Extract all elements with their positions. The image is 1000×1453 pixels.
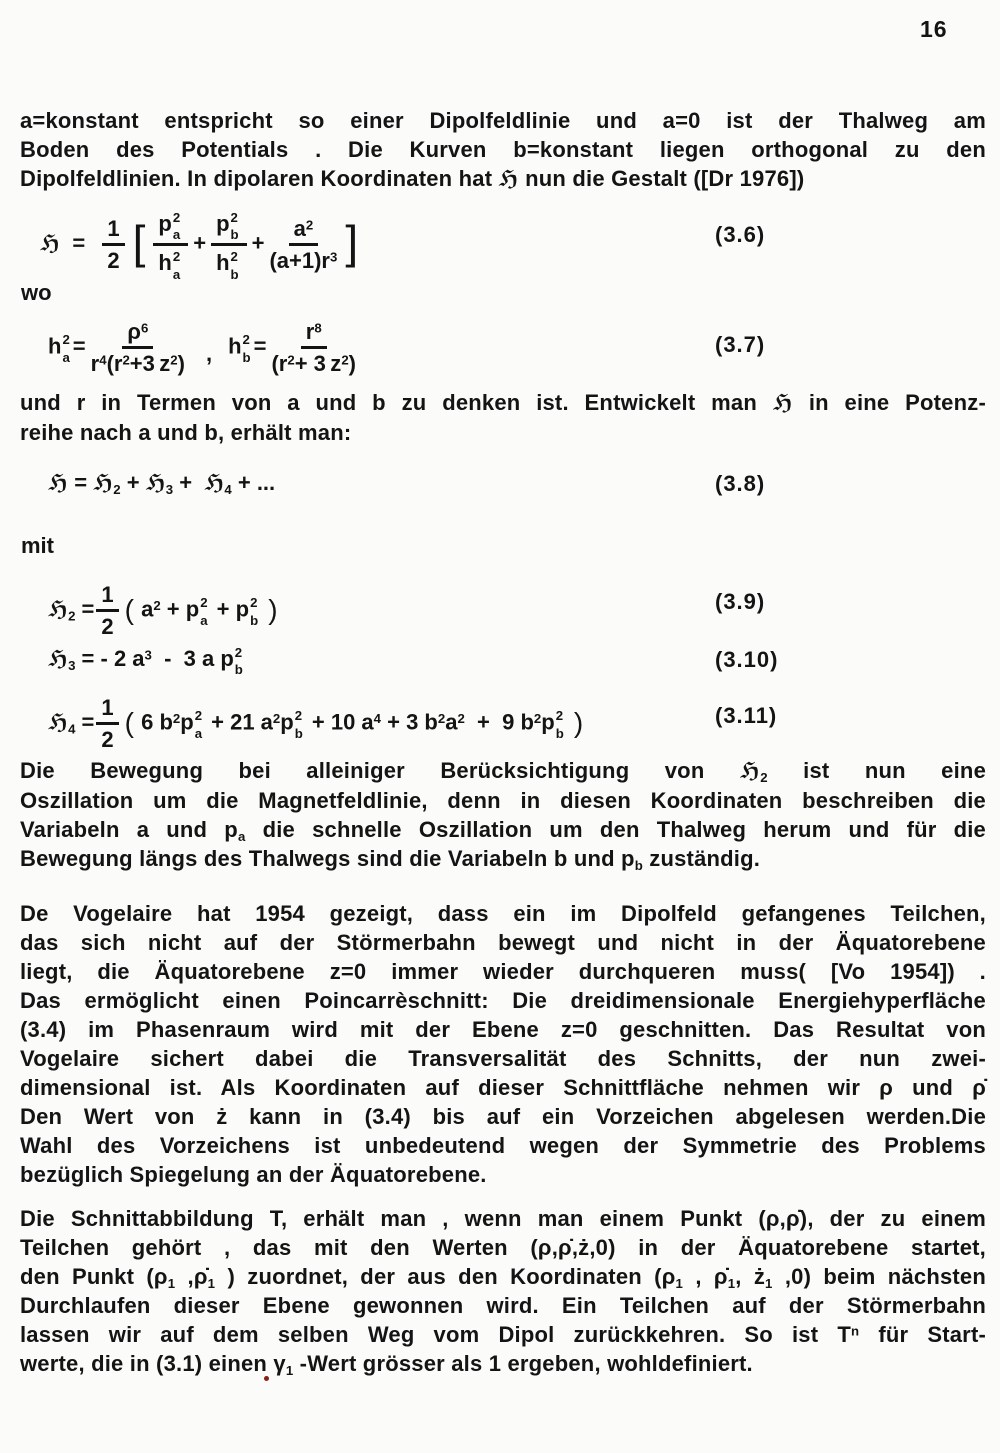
- equation-3.11-body: ℌ$_4$ = $\frac{1}{2}$ ( 6 $b^2p$ 2 a + 21 $a^2p$ 2 b + 10 $a^4 + 3$ $b^2a^2 + 9$ $b^2p$ 2 b ): [48, 695, 584, 753]
- text-line: Bewegung längs des Thalwegs sind die Variabeln b und $p_b$ zuständig.: [20, 846, 761, 873]
- text-line: das sich nicht auf der Störmerbahn bewegt und nicht in der Äquatorebene: [20, 930, 986, 955]
- text-line: Oszillation um die Magnetfeldlinie, denn in diesen Koordinaten beschreiben die: [20, 788, 986, 813]
- text-line: Das ermöglicht einen Poincarrèschnitt: Die dreidimensionale Energiehyperfläche: [20, 988, 986, 1013]
- equation-3.9: [20, 583, 982, 638]
- text-line: lassen wir auf dem selben Weg vom Dipol zurückkehren. So ist $T^n$ für Start-: [20, 1322, 986, 1347]
- text-line: Die Bewegung bei alleiniger Berücksichtigung von ℌ$_2$ ist nun eine: [20, 758, 987, 785]
- text-line: De Vogelaire hat 1954 gezeigt, dass ein im Dipolfeld gefangenes Teilchen,: [20, 901, 986, 926]
- equation-3.9-body: ℌ$_2$ = $\frac{1}{2}$ ( $a^2 + p$ 2 a + p 2 b ): [48, 582, 278, 640]
- text-line: Teilchen gehört , das mit den Werten (ρ,ρ̇,ż,0) in der Äquatorebene startet,: [20, 1235, 986, 1260]
- equation-3.11-number: (3.11): [715, 703, 778, 728]
- text-line: und r in Termen von a und b zu denken ist. Entwickelt man ℌ in eine Potenz-: [20, 390, 986, 416]
- text-line: bezüglich Spiegelung an der Äquatorebene.: [20, 1162, 487, 1187]
- paragraph-oscillation-h2: [20, 756, 986, 873]
- text-line: werte, die in (3.1) einen $\gamma_1$ -Wert grösser als 1 ergeben, wohldefiniert.: [20, 1351, 753, 1378]
- paragraph-intro-dipole-coordinates: [20, 106, 986, 194]
- equation-3.7-number: (3.7): [715, 332, 766, 357]
- equation-3.6-body: ℌ = $\frac{1}{2}$ [ p 2 a h 2 a + p 2 b h 2 b + $\frac{a^2}{(a+1)r^3}$ ]: [40, 210, 359, 282]
- text-line: liegt, die Äquatorebene z=0 immer wieder durchqueren muss( [Vo 1954]) .: [20, 959, 986, 984]
- text-line: Die Schnittabbildung T, erhält man , wenn man einem Punkt (ρ,ρ̇), der zu einem: [20, 1206, 986, 1231]
- equation-3.6: [20, 210, 982, 280]
- scan-artifact-dot: [264, 1376, 269, 1381]
- equation-3.10: [20, 645, 982, 678]
- text-line: a=konstant entspricht so einer Dipolfeldlinie und a=0 ist der Thalweg am: [20, 108, 986, 133]
- text-line: Variabeln a und $p_a$ die schnelle Oszillation um den Thalweg herum und für die: [20, 817, 986, 844]
- text-line: Boden des Potentials . Die Kurven b=konstant liegen orthogonal zu den: [20, 137, 986, 162]
- paragraph-power-series: [20, 388, 986, 447]
- text-line: den Punkt ($\rho_1$ $,\rhȯ_1$ ) zuordnet, der aus den Koordinaten ($\rho_1$ , $\rhȯ_1$, $ż_1$ ,0) beim nächsten: [20, 1264, 986, 1291]
- text-line: Dipolfeldlinien. In dipolaren Koordinaten hat ℌ nun die Gestalt ([Dr 1976]): [20, 166, 805, 192]
- paragraph-vogelaire-poincare-section: [20, 899, 986, 1189]
- connector-mit: mit: [21, 533, 54, 558]
- text-line: reihe nach a und b, erhält man:: [20, 420, 352, 445]
- equation-3.6-number: (3.6): [715, 222, 766, 247]
- equation-3.11: [20, 696, 982, 751]
- equation-3.8-number: (3.8): [715, 471, 766, 496]
- equation-3.9-number: (3.9): [715, 589, 766, 614]
- paragraph-section-map-T: [20, 1204, 986, 1378]
- equation-3.8-body: ℌ = ℌ$_2$ + ℌ$_3$ + ℌ$_4$ + ...: [48, 470, 276, 497]
- connector-wo: wo: [21, 280, 52, 305]
- text-line: Den Wert von ż kann in (3.4) bis auf ein Vorzeichen abgelesen werden.Die: [20, 1104, 986, 1129]
- equation-3.7: [20, 320, 982, 375]
- text-line: Wahl des Vorzeichens ist unbedeutend wegen der Symmetrie des Problems: [20, 1133, 986, 1158]
- text-line: dimensional ist. Als Koordinaten auf dieser Schnittfläche nehmen wir ρ und ρ̇: [20, 1075, 986, 1100]
- equation-3.8: [20, 470, 982, 496]
- text-line: (3.4) im Phasenraum wird mit der Ebene z=0 geschnitten. Das Resultat von: [20, 1017, 986, 1042]
- equation-3.10-body: ℌ$_3$ = - 2 $a^3 - 3$ a p 2 b: [48, 645, 243, 678]
- equation-3.7-body: h 2 a = $\frac{\rho^6}{r^4(r^2+3 z^2)}$ , h 2 b = $\frac{r^8}{(r^2+ 3 z^2)}$: [48, 319, 356, 377]
- equation-3.10-number: (3.10): [715, 647, 779, 672]
- text-line: Durchlaufen dieser Ebene gewonnen wird. Ein Teilchen auf der Störmerbahn: [20, 1293, 986, 1318]
- text-line: Vogelaire sichert dabei die Transversalität des Schnitts, der nun zwei-: [20, 1046, 986, 1071]
- page-number: 16: [920, 16, 948, 42]
